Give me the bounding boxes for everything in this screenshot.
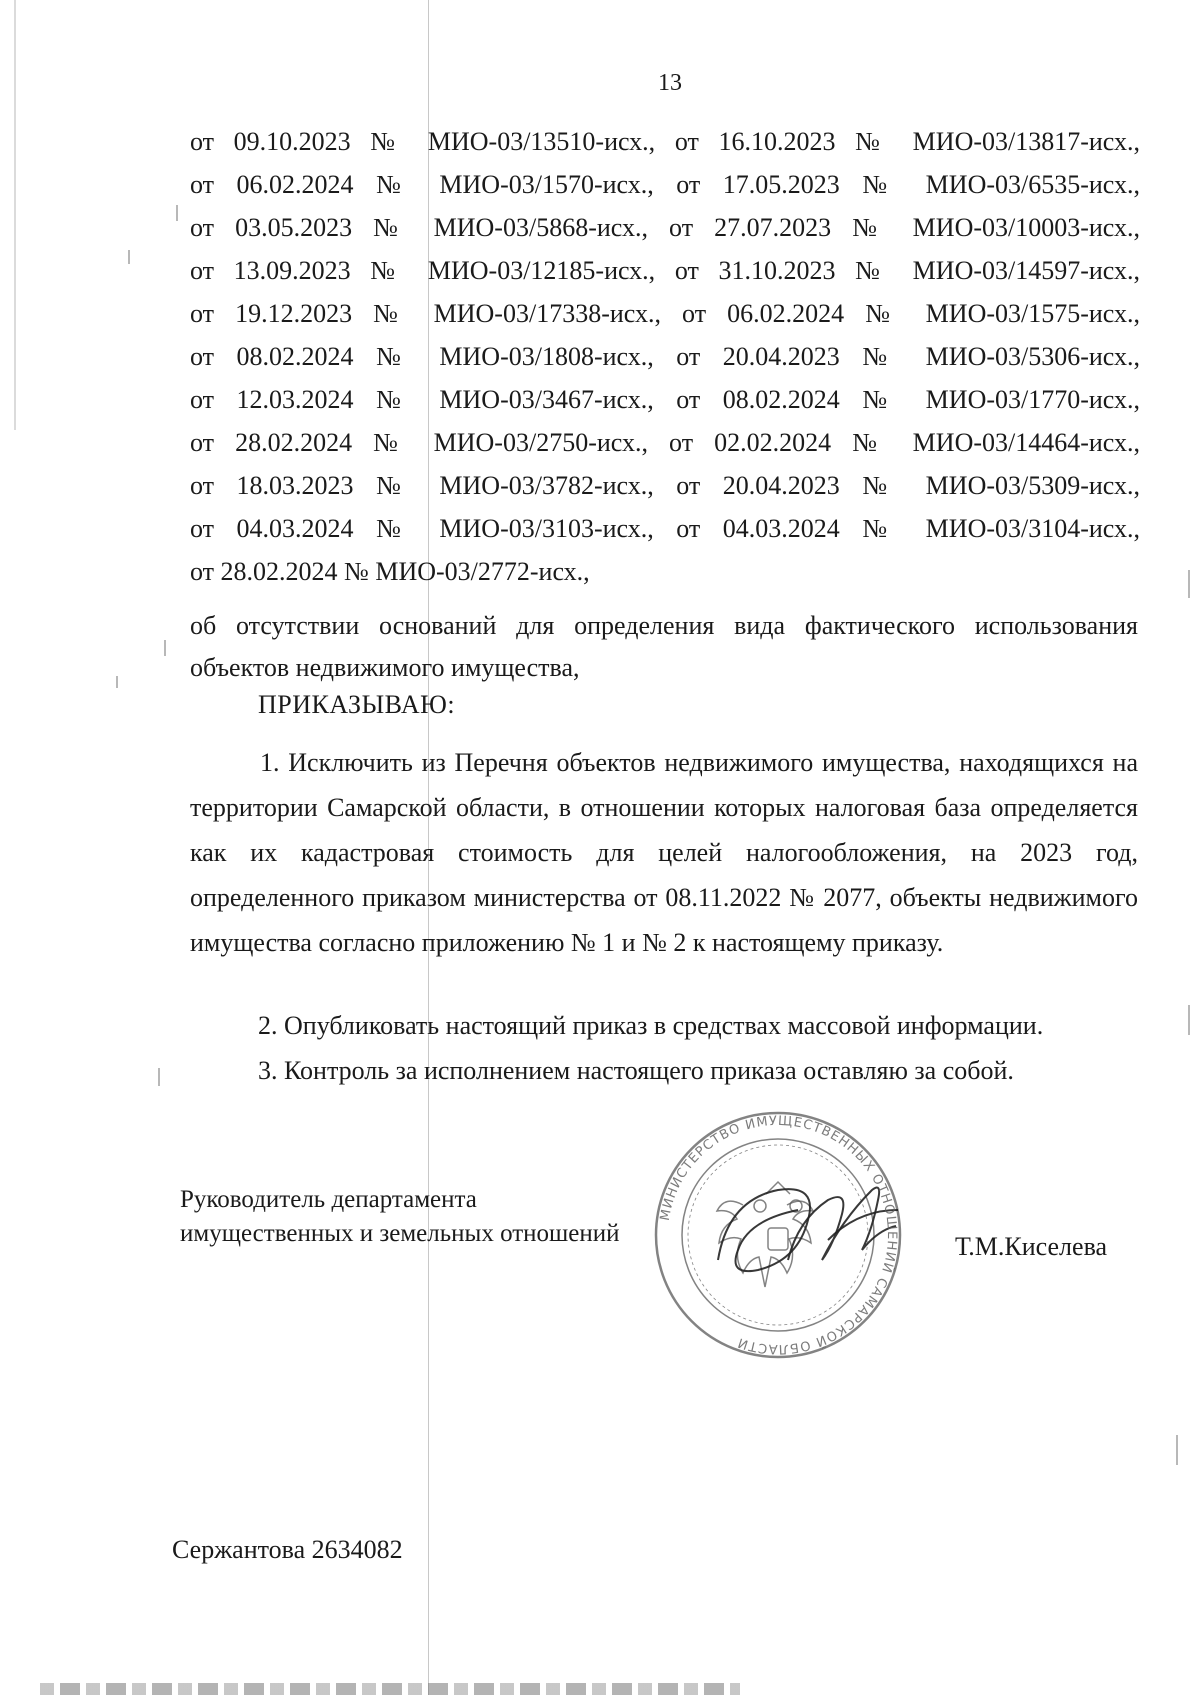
- scan-speck: [164, 640, 166, 656]
- scan-speck: [176, 205, 178, 221]
- scan-artifact-bottom: [40, 1683, 740, 1695]
- reference-line: от 13.09.2023 № МИО-03/12185-исх., от 31.10.2023 № МИО-03/14597-исх.,: [190, 256, 1140, 285]
- stamp-inner-ring: [682, 1139, 874, 1331]
- reference-line: от 28.02.2024 № МИО-03/2750-исх., от 02.02.2024 № МИО-03/14464-исх.,: [190, 428, 1140, 457]
- order-item-2: 2. Опубликовать настоящий приказ в средствах массовой информации.: [258, 1011, 1044, 1040]
- order-item-3: 3. Контроль за исполнением настоящего приказа оставляю за собой.: [258, 1056, 1014, 1085]
- scan-speck: [128, 250, 130, 264]
- signer-name: Т.М.Киселева: [955, 1232, 1108, 1261]
- scan-speck: [1188, 570, 1190, 598]
- scan-speck: [116, 676, 118, 688]
- scan-artifact-left: [14, 0, 16, 430]
- reference-line: от 12.03.2024 № МИО-03/3467-исх., от 08.02.2024 № МИО-03/1770-исх.,: [190, 385, 1140, 414]
- reference-line: от 08.02.2024 № МИО-03/1808-исх., от 20.04.2023 № МИО-03/5306-исх.,: [190, 342, 1140, 371]
- signer-title-line: Руководитель департамента: [180, 1186, 477, 1213]
- order-item-1: 1. Исключить из Перечня объектов недвижимого имущества, находящихся на территории Самарской области, в отношении которых налоговая база определяется как их кадастровая стоимость для целей налогообложения, на 2023 год, определенного приказом министерства от 08.11.2022 № 2077, объекты недвижимого имущества согласно приложению № 1 и № 2 к настоящему приказу.: [190, 748, 1138, 957]
- scan-speck: [1176, 1435, 1178, 1465]
- stamp-dotted-ring: [688, 1145, 868, 1325]
- scan-speck: [1188, 1005, 1190, 1035]
- scan-speck: [158, 1068, 160, 1086]
- signer-title-line: имущественных и земельных отношений: [180, 1220, 620, 1247]
- executor-contact: Сержантова 2634082: [172, 1535, 403, 1564]
- reason-paragraph: об отсутствии оснований для определения вида фактического использования объектов недвижимого имущества,: [190, 611, 1138, 682]
- reference-line: от 03.05.2023 № МИО-03/5868-исх., от 27.07.2023 № МИО-03/10003-исх.,: [190, 213, 1140, 242]
- reference-line: от 19.12.2023 № МИО-03/17338-исх., от 06.02.2024 № МИО-03/1575-исх.,: [190, 299, 1140, 328]
- reference-line: от 04.03.2024 № МИО-03/3103-исх., от 04.03.2024 № МИО-03/3104-исх.,: [190, 514, 1140, 543]
- reference-line: от 09.10.2023 № МИО-03/13510-исх., от 16.10.2023 № МИО-03/13817-исх.,: [190, 127, 1140, 156]
- stamp-eagle-emblem: [717, 1182, 813, 1287]
- reference-line: от 06.02.2024 № МИО-03/1570-исх., от 17.05.2023 № МИО-03/6535-исх.,: [190, 170, 1140, 199]
- reference-line: от 28.02.2024 № МИО-03/2772-исх.,: [190, 557, 590, 586]
- stamp-text: МИНИСТЕРСТВО ИМУЩЕСТВЕННЫХ ОТНОШЕНИЙ САМАРСКОЙ ОБЛАСТИ: [657, 1113, 900, 1357]
- order-heading: ПРИКАЗЫВАЮ:: [258, 690, 456, 719]
- reference-list: [190, 120, 1140, 593]
- reference-line: от 18.03.2023 № МИО-03/3782-исх., от 20.04.2023 № МИО-03/5309-исх.,: [190, 471, 1140, 500]
- official-stamp: [648, 1110, 948, 1360]
- page-number: 13: [658, 70, 682, 96]
- signer-title: [180, 1183, 620, 1251]
